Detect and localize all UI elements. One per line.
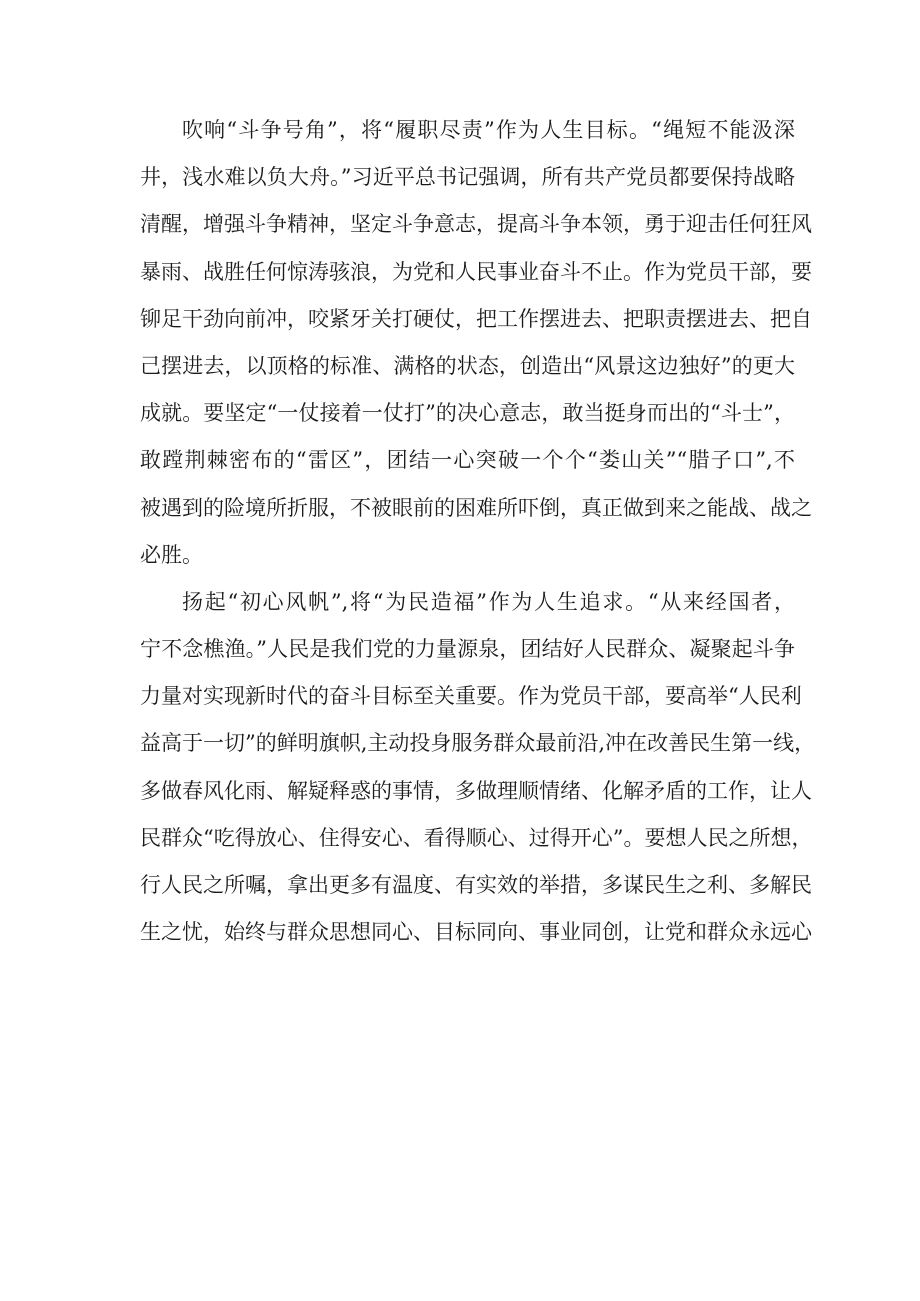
document-body [140,107,816,956]
paragraph-struggle [140,107,812,579]
text-line: 铆足干劲向前冲，咬紧牙关打硬仗，把工作摆进去、把职责摆进去、把自 [140,306,812,331]
text-line: 井，浅水难以负大舟。”习近平总书记强调，所有共产党员都要保持战略 [140,165,795,190]
text-line: 多做春风化雨、解疑释惑的事情，多做理顺情绪、化解矛盾的工作，让人 [140,778,812,803]
text-line: 生之忧，始终与群众思想同心、目标同向、事业同创，让党和群众永远心 [140,920,812,945]
text-line: 益高于一切”的鲜明旗帜,主动投身服务群众最前沿,冲在改善民生第一线， [140,731,816,756]
text-line: 民群众“吃得放心、住得安心、看得顺心、过得开心”。要想人民之所想， [140,825,813,850]
text-line: 必胜。 [140,542,203,567]
text-line: 被遇到的险境所折服，不被眼前的困难所吓倒，真正做到来之能战、战之 [140,495,812,520]
text-line: 敢蹚荆棘密布的“雷区”，团结一心突破一个个“娄山关”“腊子口”,不 [140,448,795,473]
text-line: 宁不念樵渔。”人民是我们党的力量源泉，团结好人民群众、凝聚起斗争 [140,637,795,662]
text-line: 成就。要坚定“一仗接着一仗打”的决心意志，敢当挺身而出的“斗士”， [140,401,795,426]
text-line: 己摆进去，以顶格的标准、满格的状态，创造出“风景这边独好”的更大 [140,353,795,378]
paragraph-people [140,579,816,957]
text-line: 行人民之所嘱，拿出更多有温度、有实效的举措，多谋民生之利、多解民 [140,873,812,897]
text-line: 力量对实现新时代的奋斗目标至关重要。作为党员干部，要高举“人民利 [140,684,802,709]
text-line: 清醒，增强斗争精神，坚定斗争意志，提高斗争本领，勇于迎击任何狂风 [140,212,812,237]
text-line: 扬起“初心风帆”,将“为民造福”作为人生追求。“从来经国者， [182,589,795,614]
text-line: 暴雨、战胜任何惊涛骇浪，为党和人民事业奋斗不止。作为党员干部，要 [140,259,812,284]
text-line: 吹响“斗争号角”，将“履职尽责”作为人生目标。“绳短不能汲深 [182,118,795,142]
